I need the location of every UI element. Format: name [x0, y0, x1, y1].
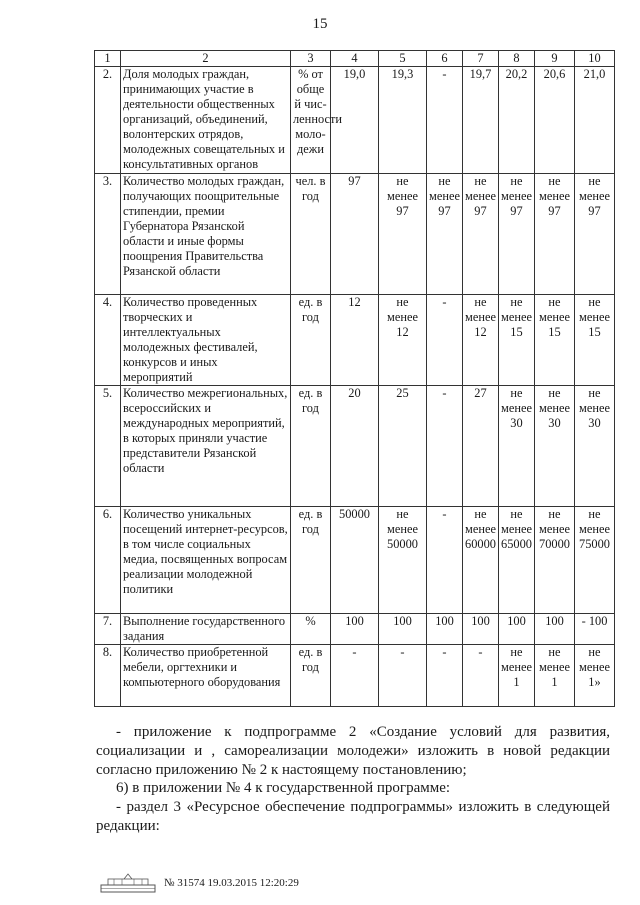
- row-number: 7.: [95, 614, 121, 645]
- column-header: 8: [499, 51, 535, 67]
- value-cell: -: [463, 645, 499, 707]
- unit-cell: ед. в год: [291, 295, 331, 386]
- value-cell: не менее 12: [463, 295, 499, 386]
- unit-cell: ед. в год: [291, 386, 331, 507]
- value-cell: 100: [427, 614, 463, 645]
- unit-cell: чел. в год: [291, 174, 331, 295]
- paragraph-subprogram-appendix: - приложение к подпрограмме 2 «Создание условий для развития, социализации и , самореализации молодежи» изложить в новой редакции согласно приложению № 2 к настоящему постановлению;: [96, 724, 610, 778]
- value-cell: - 100: [575, 614, 615, 645]
- value-cell: 19,0: [331, 67, 379, 174]
- column-header: 2: [121, 51, 291, 67]
- value-cell: не менее 60000: [463, 507, 499, 614]
- value-cell: -: [427, 507, 463, 614]
- row-number: 5.: [95, 386, 121, 507]
- indicator-name: Количество молодых граждан, получающих поощрительные стипендии, премии Губернатора Рязанской области и иные формы поощрения Правительства Рязанской области: [121, 174, 291, 295]
- value-cell: не менее 1: [535, 645, 575, 707]
- value-cell: не менее 1: [499, 645, 535, 707]
- value-cell: 20: [331, 386, 379, 507]
- value-cell: не менее 97: [379, 174, 427, 295]
- column-header: 7: [463, 51, 499, 67]
- value-cell: не менее 97: [427, 174, 463, 295]
- indicator-name: Выполнение государственного задания: [121, 614, 291, 645]
- table-row: [95, 614, 615, 645]
- value-cell: 50000: [331, 507, 379, 614]
- value-cell: -: [379, 645, 427, 707]
- indicators-table: [94, 50, 615, 707]
- paragraph-section-3: - раздел 3 «Ресурсное обеспечение подпрограммы» изложить в следующей редакции:: [96, 799, 610, 834]
- value-cell: 19,3: [379, 67, 427, 174]
- value-cell: 100: [331, 614, 379, 645]
- column-header: 3: [291, 51, 331, 67]
- column-header: 10: [575, 51, 615, 67]
- value-cell: -: [427, 645, 463, 707]
- row-number: 6.: [95, 507, 121, 614]
- column-header: 1: [95, 51, 121, 67]
- column-header: 5: [379, 51, 427, 67]
- row-number: 4.: [95, 295, 121, 386]
- unit-cell: ед. в год: [291, 507, 331, 614]
- table-header-row: [95, 51, 615, 67]
- value-cell: не менее 30: [575, 386, 615, 507]
- value-cell: не менее 1»: [575, 645, 615, 707]
- value-cell: не менее 15: [535, 295, 575, 386]
- value-cell: не менее 15: [575, 295, 615, 386]
- value-cell: не менее 97: [499, 174, 535, 295]
- value-cell: не менее 97: [463, 174, 499, 295]
- value-cell: не менее 97: [535, 174, 575, 295]
- row-number: 8.: [95, 645, 121, 707]
- value-cell: -: [427, 67, 463, 174]
- value-cell: не менее 30: [535, 386, 575, 507]
- column-header: 4: [331, 51, 379, 67]
- row-number: 2.: [95, 67, 121, 174]
- column-header: 9: [535, 51, 575, 67]
- document-footer: [100, 873, 299, 893]
- indicator-name: Количество приобретенной мебели, оргтехники и компьютерного оборудования: [121, 645, 291, 707]
- table-row: [95, 507, 615, 614]
- value-cell: -: [427, 295, 463, 386]
- value-cell: 100: [499, 614, 535, 645]
- value-cell: 20,6: [535, 67, 575, 174]
- value-cell: 100: [535, 614, 575, 645]
- page-number: 15: [312, 16, 328, 32]
- value-cell: 12: [331, 295, 379, 386]
- indicator-name: Количество уникальных посещений интернет-ресурсов, в том числе социальных медиа, посвященных вопросам реализации молодежной политики: [121, 507, 291, 614]
- unit-cell: ед. в год: [291, 645, 331, 707]
- table-row: [95, 174, 615, 295]
- value-cell: 20,2: [499, 67, 535, 174]
- value-cell: 100: [463, 614, 499, 645]
- value-cell: не менее 97: [575, 174, 615, 295]
- value-cell: -: [427, 386, 463, 507]
- value-cell: 21,0: [575, 67, 615, 174]
- value-cell: не менее 30: [499, 386, 535, 507]
- unit-cell: %: [291, 614, 331, 645]
- government-building-icon: [100, 873, 156, 893]
- value-cell: не менее 15: [499, 295, 535, 386]
- value-cell: не менее 65000: [499, 507, 535, 614]
- indicator-name: Доля молодых граждан, принимающих участие в деятельности общественных организаций, объединений, волонтерских отрядов, молодежных совещательных и консультативных органов: [121, 67, 291, 174]
- value-cell: 27: [463, 386, 499, 507]
- value-cell: не менее 50000: [379, 507, 427, 614]
- value-cell: не менее 75000: [575, 507, 615, 614]
- table-row: [95, 67, 615, 174]
- unit-cell: % от обще й чис-ленности моло-дежи: [291, 67, 331, 174]
- table-row: [95, 645, 615, 707]
- value-cell: 19,7: [463, 67, 499, 174]
- table-row: [95, 386, 615, 507]
- paragraph-appendix-4: 6) в приложении № 4 к государственной программе:: [116, 780, 451, 796]
- table-row: [95, 295, 615, 386]
- value-cell: 100: [379, 614, 427, 645]
- indicator-name: Количество межрегиональных, всероссийских и международных мероприятий, в которых приняли участие представители Рязанской области: [121, 386, 291, 507]
- indicator-name: Количество проведенных творческих и интеллектуальных молодежных фестивалей, конкурсов и иных мероприятий: [121, 295, 291, 386]
- registration-stamp: № 31574 19.03.2015 12:20:29: [164, 877, 299, 889]
- value-cell: -: [331, 645, 379, 707]
- value-cell: 97: [331, 174, 379, 295]
- value-cell: не менее 70000: [535, 507, 575, 614]
- value-cell: 25: [379, 386, 427, 507]
- column-header: 6: [427, 51, 463, 67]
- row-number: 3.: [95, 174, 121, 295]
- value-cell: не менее 12: [379, 295, 427, 386]
